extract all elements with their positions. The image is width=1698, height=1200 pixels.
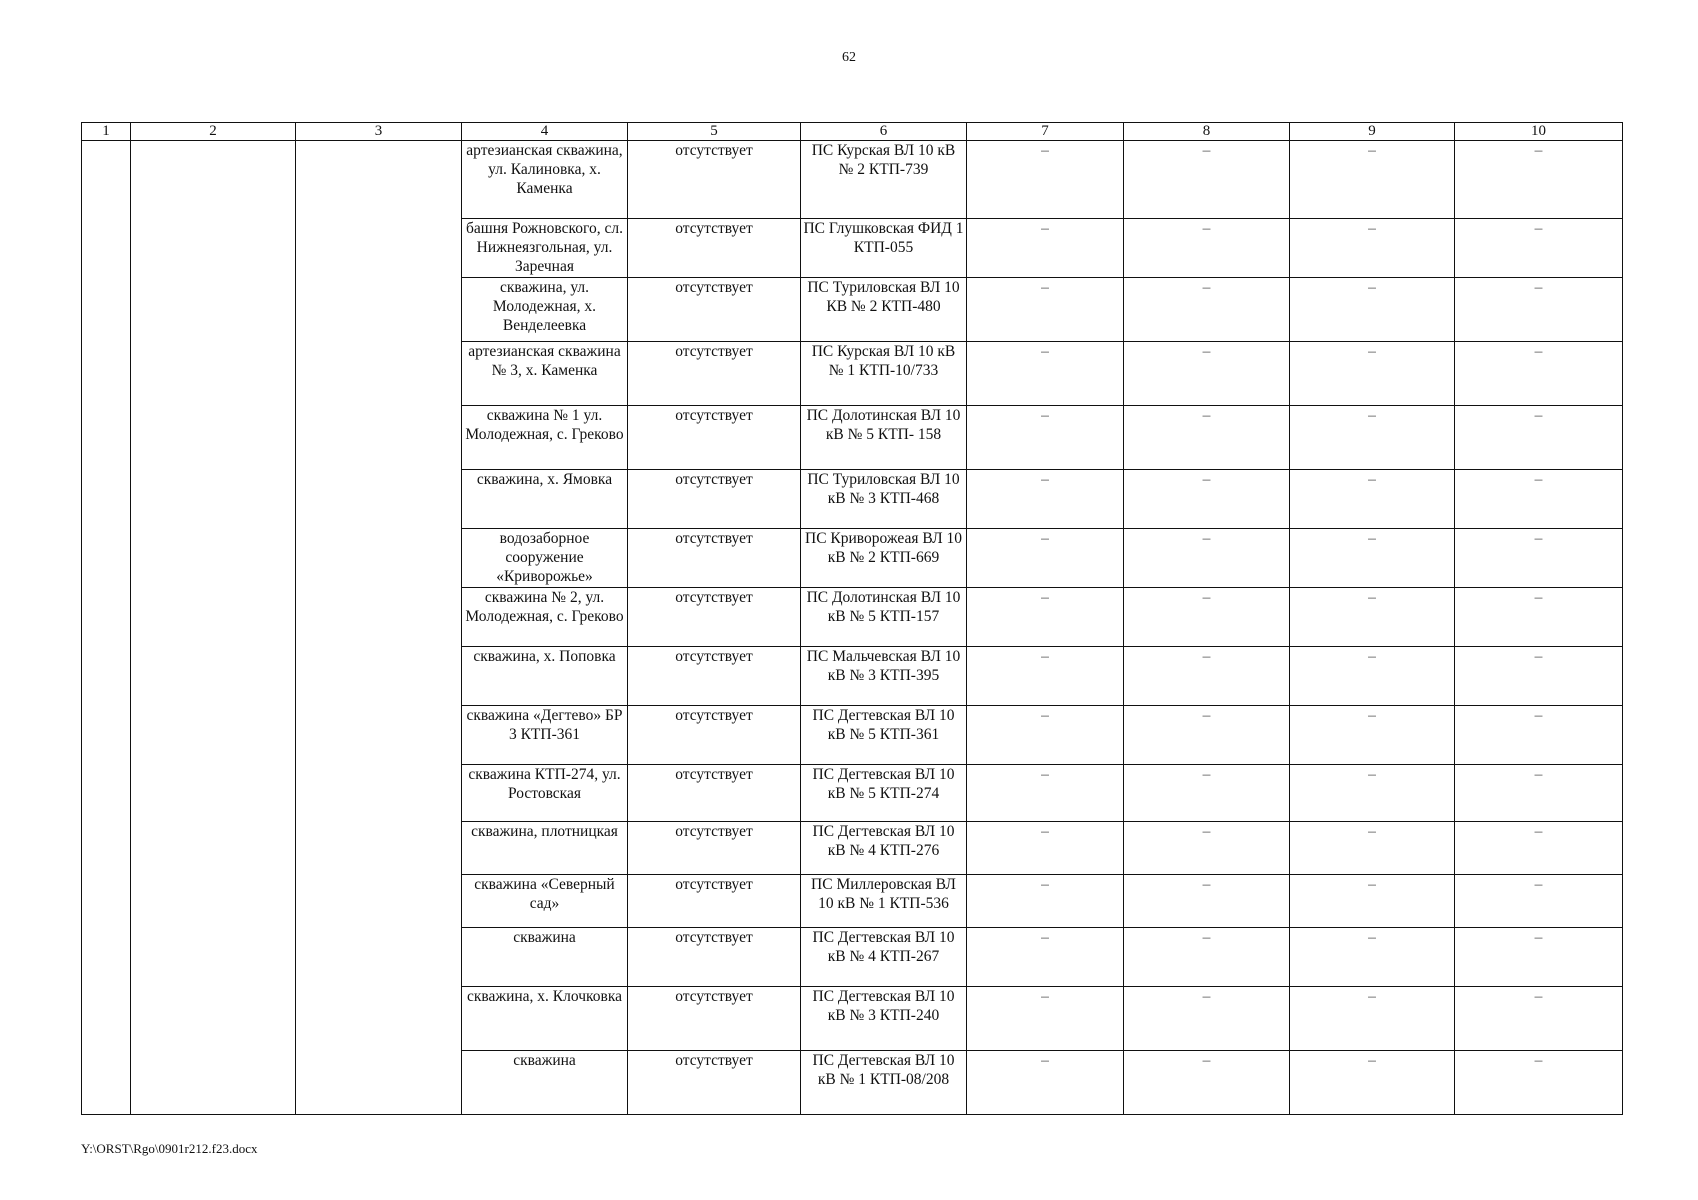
dash-cell: – [1455, 342, 1623, 406]
dash-cell: – [1124, 987, 1290, 1051]
dash-cell: – [1124, 141, 1290, 219]
dash-cell: – [1290, 588, 1455, 647]
dash-cell: – [967, 647, 1124, 706]
header-col-9: 9 [1290, 123, 1455, 141]
dash-cell: – [1455, 765, 1623, 822]
dash-cell: – [1124, 278, 1290, 342]
dash-cell: – [1290, 342, 1455, 406]
facility-cell: скважина, плотницкая [462, 822, 628, 875]
status-cell: отсутствует [628, 342, 801, 406]
power-source-cell: ПС Туриловская ВЛ 10 кВ № 3 КТП-468 [801, 470, 967, 529]
dash-cell: – [1455, 1051, 1623, 1115]
dash-cell: – [967, 987, 1124, 1051]
status-cell: отсутствует [628, 928, 801, 987]
header-col-1: 1 [82, 123, 131, 141]
status-cell: отсутствует [628, 822, 801, 875]
header-col-3: 3 [296, 123, 462, 141]
dash-cell: – [967, 765, 1124, 822]
power-source-cell: ПС Дегтевская ВЛ 10 кВ № 5 КТП-361 [801, 706, 967, 765]
dash-cell: – [1124, 647, 1290, 706]
dash-cell: – [1455, 706, 1623, 765]
dash-cell: – [1290, 529, 1455, 588]
dash-cell: – [1455, 406, 1623, 470]
dash-cell: – [1290, 219, 1455, 278]
dash-cell: – [1455, 647, 1623, 706]
dash-cell: – [1455, 470, 1623, 529]
header-row [82, 123, 1623, 141]
header-col-5: 5 [628, 123, 801, 141]
power-source-cell: ПС Дегтевская ВЛ 10 кВ № 5 КТП-274 [801, 765, 967, 822]
dash-cell: – [967, 1051, 1124, 1115]
dash-cell: – [1455, 875, 1623, 928]
dash-cell: – [967, 875, 1124, 928]
status-cell: отсутствует [628, 987, 801, 1051]
facility-cell: скважина № 1 ул. Молодежная, с. Греково [462, 406, 628, 470]
power-source-cell: ПС Дегтевская ВЛ 10 кВ № 1 КТП-08/208 [801, 1051, 967, 1115]
dash-cell: – [1124, 219, 1290, 278]
header-col-8: 8 [1124, 123, 1290, 141]
col-2-cell [131, 141, 296, 1115]
power-source-cell: ПС Долотинская ВЛ 10 кВ № 5 КТП- 158 [801, 406, 967, 470]
power-source-cell: ПС Глушковская ФИД 1 КТП-055 [801, 219, 967, 278]
header-col-6: 6 [801, 123, 967, 141]
facility-cell: артезианская скважина, ул. Калиновка, х. Каменка [462, 141, 628, 219]
power-source-cell: ПС Криворожеая ВЛ 10 кВ № 2 КТП-669 [801, 529, 967, 588]
dash-cell: – [1455, 822, 1623, 875]
dash-cell: – [1290, 470, 1455, 529]
power-source-cell: ПС Долотинская ВЛ 10 кВ № 5 КТП-157 [801, 588, 967, 647]
dash-cell: – [967, 470, 1124, 529]
dash-cell: – [1290, 928, 1455, 987]
dash-cell: – [1455, 141, 1623, 219]
status-cell: отсутствует [628, 406, 801, 470]
dash-cell: – [1290, 822, 1455, 875]
dash-cell: – [967, 529, 1124, 588]
dash-cell: – [1290, 1051, 1455, 1115]
dash-cell: – [1124, 706, 1290, 765]
status-cell: отсутствует [628, 278, 801, 342]
document-table [81, 122, 1623, 1115]
facility-cell: артезианская скважина № 3, х. Каменка [462, 342, 628, 406]
power-source-cell: ПС Дегтевская ВЛ 10 кВ № 3 КТП-240 [801, 987, 967, 1051]
power-source-cell: ПС Дегтевская ВЛ 10 кВ № 4 КТП-267 [801, 928, 967, 987]
status-cell: отсутствует [628, 1051, 801, 1115]
dash-cell: – [967, 706, 1124, 765]
facility-cell: башня Рожновского, сл. Нижнеязгольная, ул. Заречная [462, 219, 628, 278]
dash-cell: – [1455, 928, 1623, 987]
status-cell: отсутствует [628, 470, 801, 529]
dash-cell: – [967, 342, 1124, 406]
dash-cell: – [1455, 219, 1623, 278]
status-cell: отсутствует [628, 647, 801, 706]
dash-cell: – [1290, 875, 1455, 928]
dash-cell: – [1290, 987, 1455, 1051]
dash-cell: – [1455, 588, 1623, 647]
table-body [82, 141, 1623, 1115]
dash-cell: – [1290, 706, 1455, 765]
power-source-cell: ПС Мальчевская ВЛ 10 кВ № 3 КТП-395 [801, 647, 967, 706]
facility-cell: водозаборное сооружение «Криворожье» [462, 529, 628, 588]
facility-cell: скважина [462, 928, 628, 987]
dash-cell: – [1124, 529, 1290, 588]
status-cell: отсутствует [628, 141, 801, 219]
facility-cell: скважина, х. Клочковка [462, 987, 628, 1051]
dash-cell: – [1124, 765, 1290, 822]
dash-cell: – [967, 141, 1124, 219]
facility-cell: скважина, ул. Молодежная, х. Венделеевка [462, 278, 628, 342]
status-cell: отсутствует [628, 219, 801, 278]
dash-cell: – [1124, 406, 1290, 470]
status-cell: отсутствует [628, 529, 801, 588]
dash-cell: – [1124, 470, 1290, 529]
dash-cell: – [1290, 647, 1455, 706]
dash-cell: – [1124, 1051, 1290, 1115]
facility-cell: скважина «Северный сад» [462, 875, 628, 928]
dash-cell: – [1290, 278, 1455, 342]
table-row [82, 141, 1623, 219]
dash-cell: – [1290, 141, 1455, 219]
status-cell: отсутствует [628, 765, 801, 822]
power-source-cell: ПС Курская ВЛ 10 кВ № 1 КТП-10/733 [801, 342, 967, 406]
status-cell: отсутствует [628, 588, 801, 647]
dash-cell: – [1455, 278, 1623, 342]
facility-cell: скважина [462, 1051, 628, 1115]
power-source-cell: ПС Дегтевская ВЛ 10 кВ № 4 КТП-276 [801, 822, 967, 875]
power-source-cell: ПС Туриловская ВЛ 10 КВ № 2 КТП-480 [801, 278, 967, 342]
dash-cell: – [967, 219, 1124, 278]
header-col-7: 7 [967, 123, 1124, 141]
col-3-cell [296, 141, 462, 1115]
dash-cell: – [967, 278, 1124, 342]
power-source-cell: ПС Миллеровская ВЛ 10 кВ № 1 КТП-536 [801, 875, 967, 928]
facility-cell: скважина, х. Ямовка [462, 470, 628, 529]
dash-cell: – [967, 822, 1124, 875]
facility-cell: скважина КТП-274, ул. Ростовская [462, 765, 628, 822]
facility-cell: скважина «Дегтево» БР 3 КТП-361 [462, 706, 628, 765]
header-col-4: 4 [462, 123, 628, 141]
dash-cell: – [1290, 765, 1455, 822]
dash-cell: – [967, 588, 1124, 647]
dash-cell: – [967, 928, 1124, 987]
power-source-cell: ПС Курская ВЛ 10 кВ № 2 КТП-739 [801, 141, 967, 219]
facility-cell: скважина, х. Поповка [462, 647, 628, 706]
header-col-2: 2 [131, 123, 296, 141]
col-1-cell [82, 141, 131, 1115]
dash-cell: – [1124, 342, 1290, 406]
dash-cell: – [1455, 529, 1623, 588]
dash-cell: – [1124, 875, 1290, 928]
status-cell: отсутствует [628, 706, 801, 765]
dash-cell: – [1124, 928, 1290, 987]
status-cell: отсутствует [628, 875, 801, 928]
dash-cell: – [1124, 588, 1290, 647]
page-number: 62 [842, 50, 856, 65]
header-col-10: 10 [1455, 123, 1623, 141]
dash-cell: – [1124, 822, 1290, 875]
file-path-footer: Y:\ORST\Rgo\0901r212.f23.docx [81, 1141, 258, 1156]
dash-cell: – [967, 406, 1124, 470]
facility-cell: скважина № 2, ул. Молодежная, с. Греково [462, 588, 628, 647]
dash-cell: – [1455, 987, 1623, 1051]
dash-cell: – [1290, 406, 1455, 470]
